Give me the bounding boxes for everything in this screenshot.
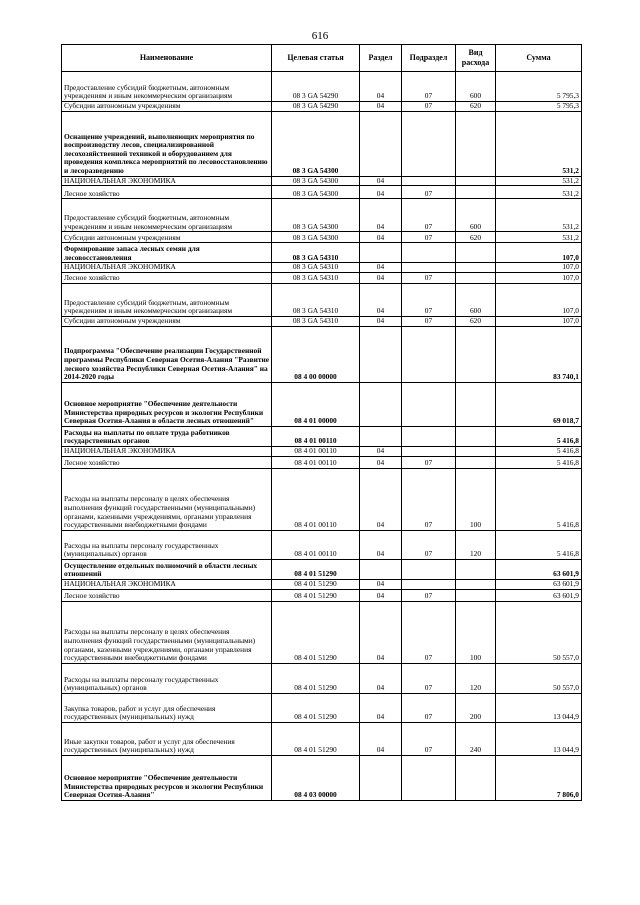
header-subsection: Подраздел — [402, 45, 456, 72]
cell-expense-type — [456, 579, 496, 589]
budget-table — [61, 44, 582, 801]
cell-expense-type — [456, 755, 496, 800]
cell-amount: 107,0 — [496, 263, 582, 273]
cell-name: Основное мероприятие "Обеспечение деятельности Министерства природных ресурсов и экологии Республики Северная Осетия-Алания" — [62, 755, 272, 800]
cell-subsection — [402, 326, 456, 382]
cell-name: НАЦИОНАЛЬНАЯ ЭКОНОМИКА — [62, 446, 272, 456]
cell-amount: 83 740,1 — [496, 326, 582, 382]
cell-target-article: 08 3 GA 54290 — [272, 102, 360, 112]
cell-section — [360, 755, 402, 800]
cell-name: Закупка товаров, работ и услуг для обеспечения государственных (муниципальных) нужд — [62, 693, 272, 722]
table-row — [62, 186, 582, 199]
table-row — [62, 456, 582, 468]
cell-expense-type: 100 — [456, 601, 496, 663]
table-row — [62, 326, 582, 382]
cell-section: 04 — [360, 601, 402, 663]
table-row — [62, 199, 582, 232]
cell-target-article: 08 3 GA 54300 — [272, 111, 360, 176]
cell-subsection: 07 — [402, 601, 456, 663]
cell-subsection: 07 — [402, 693, 456, 722]
cell-target-article: 08 4 01 51290 — [272, 559, 360, 579]
table-row — [62, 263, 582, 273]
cell-target-article: 08 4 01 51290 — [272, 579, 360, 589]
table-row — [62, 579, 582, 589]
cell-section: 04 — [360, 316, 402, 326]
cell-target-article: 08 4 01 00110 — [272, 456, 360, 468]
cell-name: Иные закупки товаров, работ и услуг для обеспечения государственных (муниципальных) нужд — [62, 722, 272, 755]
cell-subsection: 07 — [402, 102, 456, 112]
cell-expense-type — [456, 111, 496, 176]
cell-amount: 107,0 — [496, 243, 582, 263]
cell-subsection: 07 — [402, 589, 456, 601]
cell-expense-type: 620 — [456, 232, 496, 243]
cell-target-article: 08 4 01 51290 — [272, 722, 360, 755]
table-row — [62, 755, 582, 800]
table-row — [62, 243, 582, 263]
cell-name: Формирование запаса лесных семян для лесовосстановления — [62, 243, 272, 263]
cell-amount: 107,0 — [496, 316, 582, 326]
cell-section — [360, 382, 402, 426]
page-number: 616 — [311, 30, 329, 42]
cell-expense-type — [456, 382, 496, 426]
cell-expense-type: 120 — [456, 530, 496, 559]
cell-section: 04 — [360, 232, 402, 243]
cell-expense-type — [456, 176, 496, 186]
table-row — [62, 693, 582, 722]
cell-amount: 50 557,0 — [496, 601, 582, 663]
cell-section — [360, 243, 402, 263]
cell-name: НАЦИОНАЛЬНАЯ ЭКОНОМИКА — [62, 176, 272, 186]
cell-section: 04 — [360, 693, 402, 722]
cell-expense-type: 120 — [456, 663, 496, 693]
cell-amount: 531,2 — [496, 111, 582, 176]
table-row — [62, 316, 582, 326]
table-row — [62, 601, 582, 663]
cell-subsection — [402, 446, 456, 456]
cell-expense-type: 100 — [456, 468, 496, 530]
cell-subsection — [402, 263, 456, 273]
table-row — [62, 382, 582, 426]
cell-expense-type — [456, 589, 496, 601]
cell-section: 04 — [360, 530, 402, 559]
cell-subsection — [402, 755, 456, 800]
cell-subsection: 07 — [402, 186, 456, 199]
cell-target-article: 08 4 01 51290 — [272, 663, 360, 693]
table-row — [62, 426, 582, 446]
table-header-row — [62, 45, 582, 72]
header-amount: Сумма — [496, 45, 582, 72]
cell-subsection: 07 — [402, 272, 456, 283]
cell-target-article: 08 3 GA 54310 — [272, 263, 360, 273]
table-row — [62, 722, 582, 755]
cell-target-article: 08 4 03 00000 — [272, 755, 360, 800]
cell-expense-type: 600 — [456, 199, 496, 232]
cell-section: 04 — [360, 72, 402, 102]
cell-expense-type: 600 — [456, 72, 496, 102]
cell-section: 04 — [360, 579, 402, 589]
cell-section — [360, 111, 402, 176]
cell-section: 04 — [360, 722, 402, 755]
cell-subsection: 07 — [402, 468, 456, 530]
cell-name: Расходы на выплаты персоналу в целях обеспечения выполнения функций государственными (муниципальными) органами, казенными учреждениями, органами управления государственными внебюджетными фондами — [62, 601, 272, 663]
cell-section — [360, 326, 402, 382]
cell-name: Предоставление субсидий бюджетным, автономным учреждениям и иным некоммерческим организациям — [62, 72, 272, 102]
cell-subsection — [402, 559, 456, 579]
cell-name: Расходы на выплаты персоналу в целях обеспечения выполнения функций государственными (муниципальными) органами, казенными учреждениями, органами управления государственными внебюджетными фондами — [62, 468, 272, 530]
cell-name: НАЦИОНАЛЬНАЯ ЭКОНОМИКА — [62, 263, 272, 273]
cell-target-article: 08 3 GA 54310 — [272, 272, 360, 283]
cell-name: Подпрограмма "Обеспечение реализации Государственной программы Республики Северная Осетия-Алания "Развитие лесного хозяйства Республики Северная Осетия-Алания" на 2014-2020 годы — [62, 326, 272, 382]
cell-expense-type — [456, 559, 496, 579]
cell-target-article: 08 4 01 51290 — [272, 589, 360, 601]
cell-expense-type: 600 — [456, 283, 496, 316]
header-expense-type: Вид расхода — [456, 45, 496, 72]
cell-amount: 531,2 — [496, 199, 582, 232]
cell-target-article: 08 3 GA 54300 — [272, 176, 360, 186]
cell-subsection: 07 — [402, 199, 456, 232]
cell-name: Лесное хозяйство — [62, 456, 272, 468]
cell-section: 04 — [360, 186, 402, 199]
cell-subsection — [402, 243, 456, 263]
cell-name: Основное мероприятие "Обеспечение деятельности Министерства природных ресурсов и экологии Республики Северная Осетия-Алания в области лесных отношений" — [62, 382, 272, 426]
cell-section: 04 — [360, 283, 402, 316]
cell-expense-type — [456, 426, 496, 446]
cell-name: Лесное хозяйство — [62, 589, 272, 601]
cell-subsection: 07 — [402, 722, 456, 755]
cell-expense-type: 200 — [456, 693, 496, 722]
cell-name: Субсидии автономным учреждениям — [62, 232, 272, 243]
cell-amount: 5 416,8 — [496, 446, 582, 456]
cell-target-article: 08 3 GA 54300 — [272, 186, 360, 199]
table-row — [62, 530, 582, 559]
cell-subsection — [402, 176, 456, 186]
cell-section: 04 — [360, 589, 402, 601]
cell-subsection: 07 — [402, 232, 456, 243]
cell-subsection: 07 — [402, 530, 456, 559]
table-row — [62, 446, 582, 456]
cell-amount: 5 416,8 — [496, 468, 582, 530]
cell-amount: 7 806,0 — [496, 755, 582, 800]
cell-section: 04 — [360, 663, 402, 693]
cell-amount: 5 795,3 — [496, 72, 582, 102]
cell-section: 04 — [360, 102, 402, 112]
cell-expense-type — [456, 456, 496, 468]
cell-target-article: 08 4 01 00110 — [272, 468, 360, 530]
cell-section: 04 — [360, 446, 402, 456]
cell-expense-type: 620 — [456, 102, 496, 112]
header-name: Наименование — [62, 45, 272, 72]
cell-subsection: 07 — [402, 663, 456, 693]
cell-section: 04 — [360, 199, 402, 232]
table-row — [62, 232, 582, 243]
cell-name: Субсидии автономным учреждениям — [62, 316, 272, 326]
cell-section: 04 — [360, 176, 402, 186]
cell-name: Осуществление отдельных полномочий в области лесных отношений — [62, 559, 272, 579]
cell-section: 04 — [360, 272, 402, 283]
cell-subsection: 07 — [402, 456, 456, 468]
table-row — [62, 663, 582, 693]
table-row — [62, 176, 582, 186]
table-row — [62, 559, 582, 579]
cell-target-article: 08 3 GA 54300 — [272, 232, 360, 243]
cell-section: 04 — [360, 468, 402, 530]
cell-subsection — [402, 111, 456, 176]
cell-expense-type — [456, 326, 496, 382]
cell-target-article: 08 4 01 51290 — [272, 601, 360, 663]
header-section: Раздел — [360, 45, 402, 72]
cell-expense-type — [456, 272, 496, 283]
cell-name: Лесное хозяйство — [62, 186, 272, 199]
cell-amount: 69 018,7 — [496, 382, 582, 426]
cell-section — [360, 426, 402, 446]
cell-amount: 13 044,9 — [496, 693, 582, 722]
cell-section — [360, 559, 402, 579]
cell-name: Лесное хозяйство — [62, 272, 272, 283]
header-target-article: Целевая статья — [272, 45, 360, 72]
cell-amount: 107,0 — [496, 272, 582, 283]
cell-amount: 5 416,8 — [496, 456, 582, 468]
table-row — [62, 272, 582, 283]
cell-amount: 5 416,8 — [496, 530, 582, 559]
cell-subsection — [402, 426, 456, 446]
cell-amount: 63 601,9 — [496, 559, 582, 579]
cell-expense-type — [456, 263, 496, 273]
cell-amount: 5 416,8 — [496, 426, 582, 446]
cell-target-article: 08 4 00 00000 — [272, 326, 360, 382]
cell-amount: 531,2 — [496, 232, 582, 243]
cell-target-article: 08 4 01 00000 — [272, 382, 360, 426]
cell-target-article: 08 3 GA 54290 — [272, 72, 360, 102]
cell-target-article: 08 4 01 51290 — [272, 693, 360, 722]
cell-amount: 531,2 — [496, 176, 582, 186]
cell-expense-type — [456, 243, 496, 263]
cell-name: Расходы на выплаты по оплате труда работников государственных органов — [62, 426, 272, 446]
cell-subsection: 07 — [402, 283, 456, 316]
table-row — [62, 468, 582, 530]
cell-amount: 63 601,9 — [496, 579, 582, 589]
table-row — [62, 283, 582, 316]
cell-section: 04 — [360, 263, 402, 273]
cell-name: Предоставление субсидий бюджетным, автономным учреждениям и иным некоммерческим организациям — [62, 283, 272, 316]
cell-target-article: 08 4 01 00110 — [272, 530, 360, 559]
cell-subsection: 07 — [402, 72, 456, 102]
cell-expense-type — [456, 186, 496, 199]
cell-target-article: 08 4 01 00110 — [272, 446, 360, 456]
cell-name: Расходы на выплаты персоналу государственных (муниципальных) органов — [62, 663, 272, 693]
cell-name: Оснащение учреждений, выполняющих мероприятия по воспроизводству лесов, специализированной лесохозяйственной техникой и оборудованием для проведения комплекса мероприятий по лесовосстановлению и лесоразведению — [62, 111, 272, 176]
cell-expense-type: 240 — [456, 722, 496, 755]
cell-amount: 107,0 — [496, 283, 582, 316]
cell-target-article: 08 3 GA 54300 — [272, 199, 360, 232]
cell-target-article: 08 3 GA 54310 — [272, 243, 360, 263]
cell-amount: 13 044,9 — [496, 722, 582, 755]
table-row — [62, 111, 582, 176]
cell-section: 04 — [360, 456, 402, 468]
cell-amount: 5 795,3 — [496, 102, 582, 112]
cell-target-article: 08 4 01 00110 — [272, 426, 360, 446]
cell-subsection — [402, 382, 456, 426]
table-row — [62, 72, 582, 102]
cell-subsection: 07 — [402, 316, 456, 326]
cell-target-article: 08 3 GA 54310 — [272, 316, 360, 326]
cell-amount: 531,2 — [496, 186, 582, 199]
cell-target-article: 08 3 GA 54310 — [272, 283, 360, 316]
cell-name: НАЦИОНАЛЬНАЯ ЭКОНОМИКА — [62, 579, 272, 589]
cell-expense-type: 620 — [456, 316, 496, 326]
table-row — [62, 102, 582, 112]
cell-name: Субсидии автономным учреждениям — [62, 102, 272, 112]
cell-amount: 50 557,0 — [496, 663, 582, 693]
table-row — [62, 589, 582, 601]
cell-name: Предоставление субсидий бюджетным, автономным учреждениям и иным некоммерческим организациям — [62, 199, 272, 232]
cell-amount: 63 601,9 — [496, 589, 582, 601]
cell-subsection — [402, 579, 456, 589]
cell-expense-type — [456, 446, 496, 456]
cell-name: Расходы на выплаты персоналу государственных (муниципальных) органов — [62, 530, 272, 559]
